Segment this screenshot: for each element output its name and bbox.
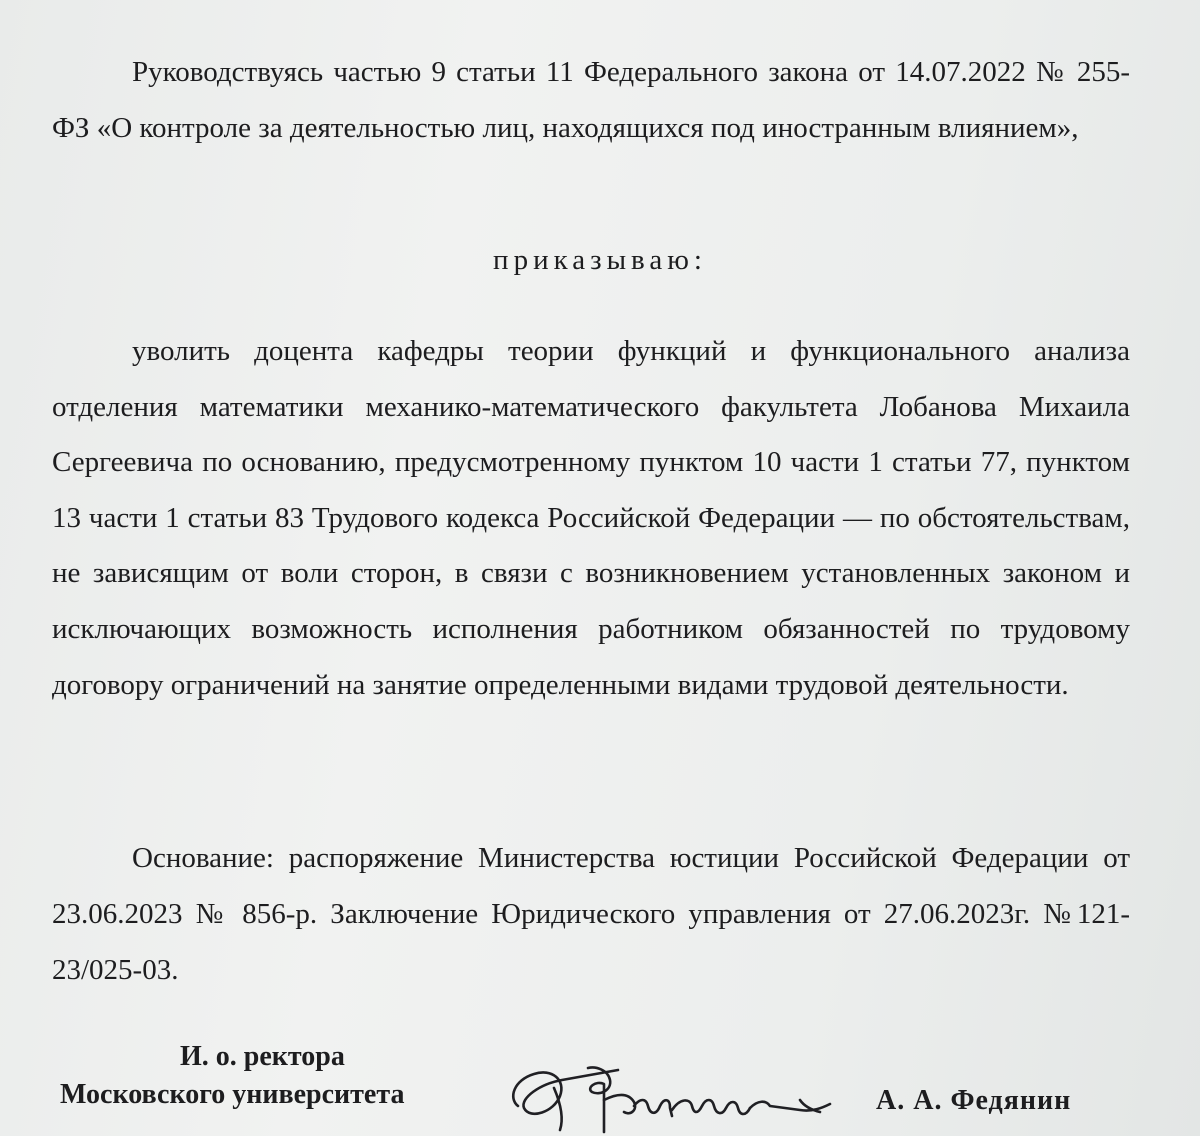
basis-paragraph: Основание: распоряжение Министерства юстиции Российской Федерации от 23.06.2023 № 856-р. Заключение Юридического управления от 27.06.2023г. №121-23/025-03. — [52, 842, 1130, 986]
signatory-title — [60, 1038, 480, 1114]
order-paragraph: уволить доцента кафедры теории функций и функционального анализа отделения математики механико-математического факультета Лобанова Михаила Сергеевича по основанию, предусмотренному пунктом 10 части 1 статьи 77, пунктом 13 части 1 статьи 83 Трудового кодекса Российской Федерации — по обстоятельствам, не зависящим от воли сторон, в связи с возникновением установленных законом и исключающих возможность исполнения работником обязанностей по трудовому договору ограничений на занятие определенными видами трудовой деятельности. — [52, 335, 1130, 701]
handwritten-signature — [500, 1040, 860, 1136]
preamble-paragraph: Руководствуясь частью 9 статьи 11 Федерального закона от 14.07.2022 № 255-ФЗ «О контроле за деятельностью лиц, находящихся под иностранным влиянием», — [52, 56, 1130, 144]
order-heading: приказываю: — [493, 244, 707, 276]
signatory-position: И. о. ректора — [180, 1041, 345, 1072]
signatory-organization: Московского университета — [60, 1079, 405, 1110]
signatory-name: А. А. Федянин — [876, 1085, 1072, 1116]
